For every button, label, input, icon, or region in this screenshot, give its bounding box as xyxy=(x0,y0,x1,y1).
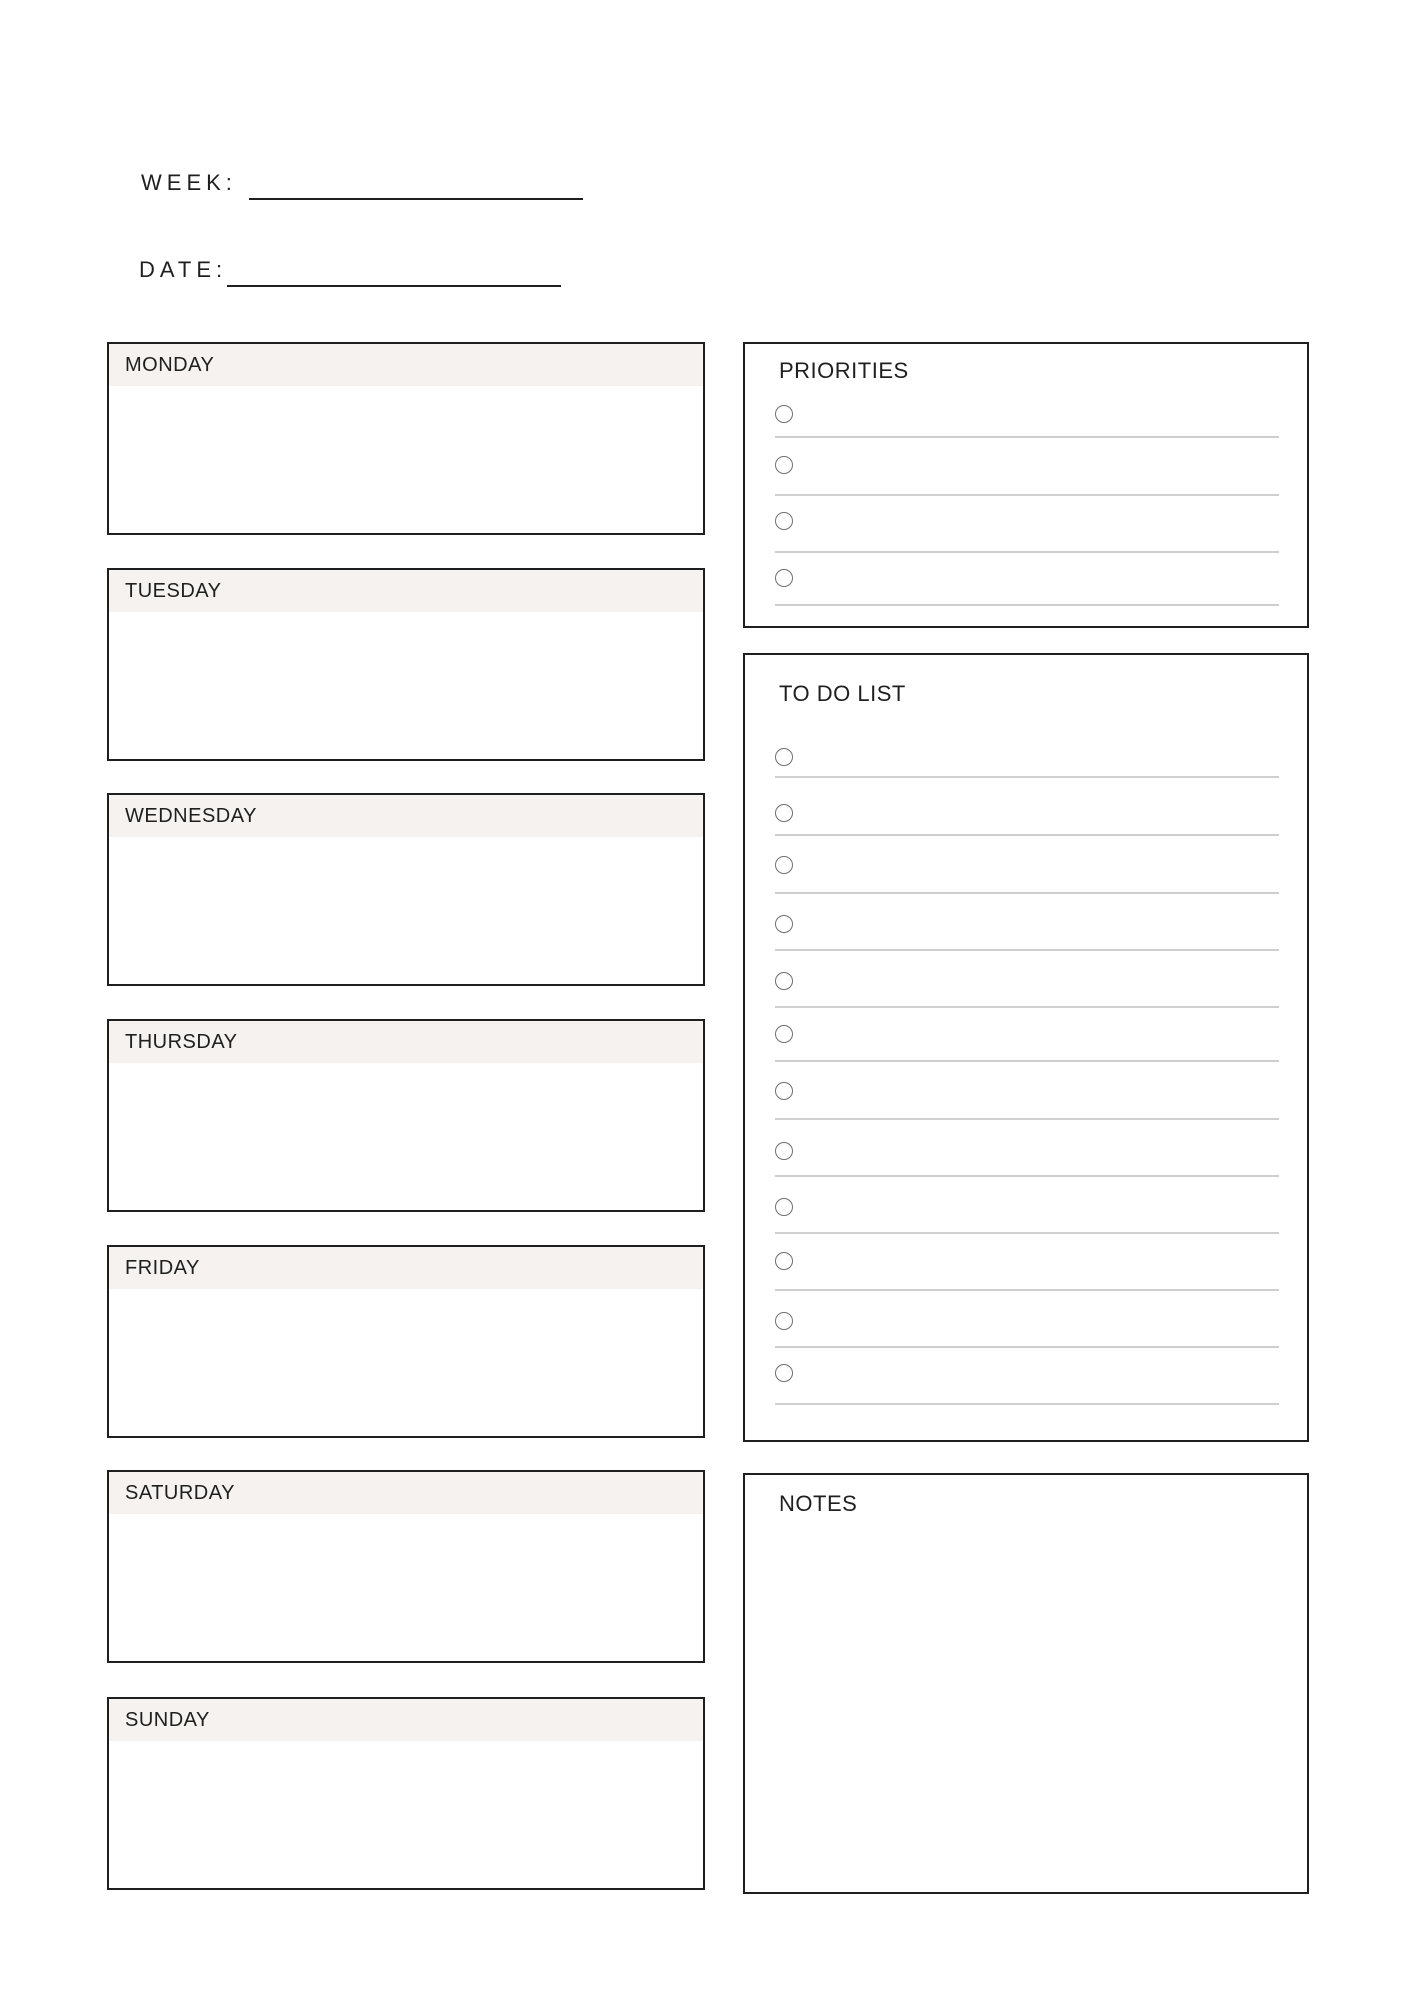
writing-line xyxy=(775,1060,1279,1062)
checkbox-circle-icon[interactable] xyxy=(775,1082,793,1100)
writing-line xyxy=(775,494,1279,496)
day-header xyxy=(109,1472,703,1514)
writing-line xyxy=(775,1289,1279,1291)
checkbox-circle-icon[interactable] xyxy=(775,1025,793,1043)
date-input-line[interactable] xyxy=(227,285,561,287)
day-box-friday[interactable] xyxy=(107,1245,705,1438)
writing-line xyxy=(775,1346,1279,1348)
writing-line xyxy=(775,1175,1279,1177)
writing-line xyxy=(775,1232,1279,1234)
priorities-title: PRIORITIES xyxy=(779,358,909,383)
week-label: WEEK: xyxy=(141,170,237,195)
week-field[interactable] xyxy=(141,172,583,194)
writing-line xyxy=(775,892,1279,894)
date-field[interactable] xyxy=(139,259,561,281)
writing-line xyxy=(775,604,1279,606)
todo-title: TO DO LIST xyxy=(779,681,906,706)
date-label: DATE: xyxy=(139,257,228,282)
day-label-wednesday: WEDNESDAY xyxy=(125,804,257,827)
week-input-line[interactable] xyxy=(249,198,583,200)
writing-line xyxy=(775,949,1279,951)
checkbox-circle-icon[interactable] xyxy=(775,856,793,874)
checkbox-circle-icon[interactable] xyxy=(775,569,793,587)
notes-panel[interactable] xyxy=(743,1473,1309,1894)
checkbox-circle-icon[interactable] xyxy=(775,512,793,530)
day-box-monday[interactable] xyxy=(107,342,705,535)
writing-line xyxy=(775,1403,1279,1405)
day-label-sunday: SUNDAY xyxy=(125,1708,210,1731)
day-header xyxy=(109,570,703,612)
checkbox-circle-icon[interactable] xyxy=(775,1364,793,1382)
day-header xyxy=(109,1699,703,1741)
priorities-panel xyxy=(743,342,1309,628)
checkbox-circle-icon[interactable] xyxy=(775,1142,793,1160)
checkbox-circle-icon[interactable] xyxy=(775,748,793,766)
checkbox-circle-icon[interactable] xyxy=(775,804,793,822)
checkbox-circle-icon[interactable] xyxy=(775,1198,793,1216)
todo-panel xyxy=(743,653,1309,1442)
writing-line xyxy=(775,1006,1279,1008)
day-label-monday: MONDAY xyxy=(125,353,215,376)
day-header xyxy=(109,1021,703,1063)
day-label-tuesday: TUESDAY xyxy=(125,579,222,602)
notes-title: NOTES xyxy=(779,1491,858,1516)
day-header xyxy=(109,795,703,837)
day-box-saturday[interactable] xyxy=(107,1470,705,1663)
writing-line xyxy=(775,776,1279,778)
day-box-tuesday[interactable] xyxy=(107,568,705,761)
checkbox-circle-icon[interactable] xyxy=(775,972,793,990)
writing-line xyxy=(775,551,1279,553)
checkbox-circle-icon[interactable] xyxy=(775,1312,793,1330)
day-label-friday: FRIDAY xyxy=(125,1256,200,1279)
day-box-wednesday[interactable] xyxy=(107,793,705,986)
writing-line xyxy=(775,1118,1279,1120)
writing-line xyxy=(775,834,1279,836)
day-label-thursday: THURSDAY xyxy=(125,1030,238,1053)
writing-line xyxy=(775,436,1279,438)
day-box-sunday[interactable] xyxy=(107,1697,705,1890)
day-header xyxy=(109,1247,703,1289)
checkbox-circle-icon[interactable] xyxy=(775,1252,793,1270)
day-header xyxy=(109,344,703,386)
checkbox-circle-icon[interactable] xyxy=(775,405,793,423)
checkbox-circle-icon[interactable] xyxy=(775,915,793,933)
checkbox-circle-icon[interactable] xyxy=(775,456,793,474)
day-box-thursday[interactable] xyxy=(107,1019,705,1212)
day-label-saturday: SATURDAY xyxy=(125,1481,235,1504)
